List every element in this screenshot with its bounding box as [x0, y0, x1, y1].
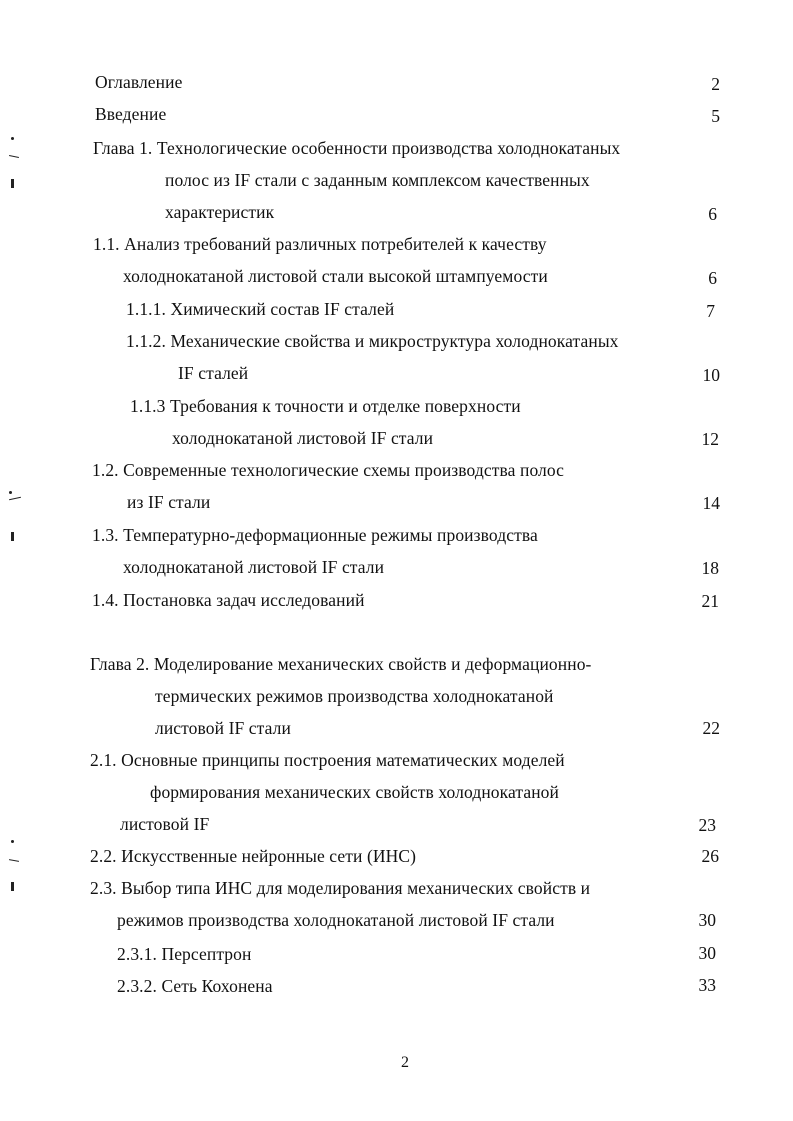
scan-speck	[11, 179, 14, 188]
toc-entry-continuation: из IF стали	[127, 492, 211, 512]
toc-page-number: 33	[698, 975, 716, 995]
toc-entry-title: 2.2. Искусственные нейронные сети (ИНС)	[90, 846, 417, 866]
toc-entry-title: 2.1. Основные принципы построения математических моделей	[90, 750, 565, 770]
toc-page-number: 22	[702, 718, 720, 738]
scan-speck	[9, 491, 12, 494]
toc-page-number: 6	[708, 204, 717, 224]
toc-entry-title: 2.3.2. Сеть Кохонена	[117, 976, 273, 996]
toc-page-number: 6	[708, 268, 717, 288]
toc-page-number: 10	[702, 365, 720, 385]
toc-entry-title: 1.2. Современные технологические схемы производства полос	[92, 460, 565, 480]
scan-speck	[11, 532, 14, 541]
toc-page-number: 30	[698, 943, 716, 963]
toc-page-number: 26	[701, 846, 719, 866]
toc-page-number: 5	[711, 106, 720, 126]
toc-entry-title: 1.1.1. Химический состав IF сталей	[126, 299, 395, 319]
toc-entry-title: 1.3. Температурно-деформационные режимы производства	[92, 525, 538, 545]
scan-speck	[11, 882, 14, 891]
toc-entry-title: Введение	[95, 104, 167, 124]
toc-entry-title: 1.4. Постановка задач исследований	[92, 590, 365, 610]
toc-entry-title: 1.1.3 Требования к точности и отделке поверхности	[130, 396, 521, 416]
toc-page-number: 23	[698, 815, 716, 835]
scan-speck	[11, 137, 14, 140]
toc-entry-continuation: полос из IF стали с заданным комплексом качественных	[165, 170, 590, 190]
toc-page-number: 14	[702, 493, 720, 513]
toc-entry-title: 1.1.2. Механические свойства и микроструктура холоднокатаных	[126, 331, 619, 351]
scan-speck	[11, 840, 14, 843]
toc-entry-continuation: холоднокатаной листовой IF стали	[123, 557, 385, 577]
page-footer-number: 2	[401, 1054, 409, 1071]
toc-entry-title: 2.3.1. Персептрон	[117, 944, 252, 964]
toc-entry-continuation: холоднокатаной листовой стали высокой штампуемости	[123, 266, 548, 286]
toc-page-number: 2	[711, 74, 720, 94]
scan-speck	[9, 497, 21, 500]
toc-entry-continuation: формирования механических свойств холоднокатаной	[150, 782, 559, 802]
toc-page-number: 21	[701, 591, 719, 611]
toc-entry-continuation: характеристик	[165, 202, 275, 222]
toc-entry-continuation: листовой IF стали	[155, 718, 291, 738]
scan-speck	[9, 859, 19, 862]
toc-entry-continuation: термических режимов производства холоднокатаной	[155, 686, 554, 706]
toc-entry-continuation: режимов производства холоднокатаной листовой IF стали	[117, 910, 555, 930]
toc-entry-continuation: IF сталей	[178, 363, 249, 383]
toc-entry-continuation: листовой IF	[120, 814, 210, 834]
toc-entry-continuation: холоднокатаной листовой IF стали	[172, 428, 434, 448]
scan-speck	[9, 155, 19, 158]
toc-entry-title: 1.1. Анализ требований различных потребителей к качеству	[93, 234, 547, 254]
toc-page-number: 12	[701, 429, 719, 449]
toc-entry-title: 2.3. Выбор типа ИНС для моделирования механических свойств и	[90, 878, 591, 898]
toc-page-number: 18	[701, 558, 719, 578]
toc-entry-title: Глава 2. Моделирование механических свойств и деформационно-	[90, 654, 592, 674]
toc-page-number: 30	[698, 910, 716, 930]
toc-entry-title: Оглавление	[95, 72, 183, 92]
toc-page-number: 7	[706, 301, 715, 321]
toc-entry-title: Глава 1. Технологические особенности производства холоднокатаных	[93, 138, 621, 158]
